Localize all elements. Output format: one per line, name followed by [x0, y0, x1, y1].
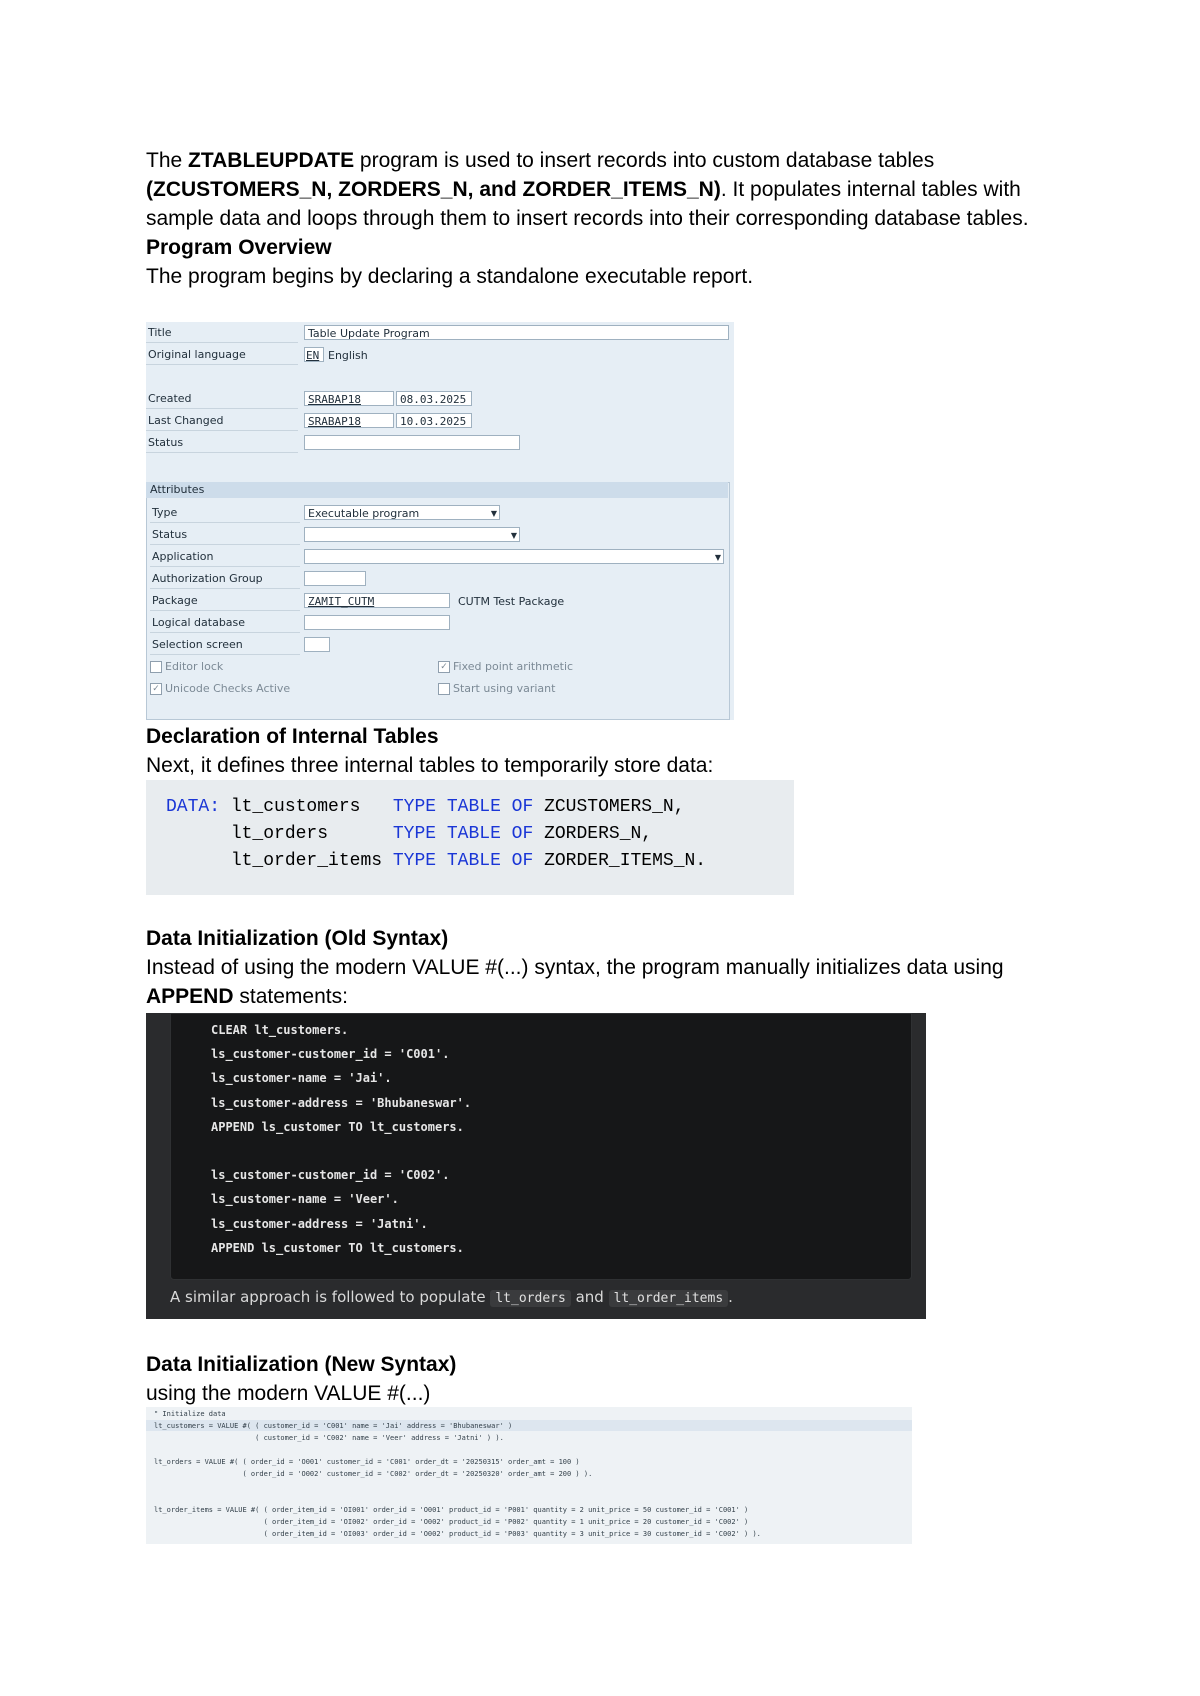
package-field[interactable]: ZAMIT_CUTM [304, 593, 450, 608]
code-line: ls_customer-name = 'Jai'. [211, 1071, 392, 1085]
code-keyword: TYPE TABLE OF [382, 797, 534, 817]
intro-text: The [146, 149, 189, 172]
code-line [166, 794, 685, 821]
editor-lock-label: Editor lock [165, 660, 224, 673]
append-keyword: APPEND [146, 985, 234, 1008]
code-identifier: lt_orders [220, 824, 383, 844]
code-line: ls_customer-customer_id = 'C002'. [211, 1168, 450, 1182]
old-syntax-code-screenshot [146, 1013, 926, 1319]
code-keyword [166, 851, 220, 871]
created-date-field[interactable]: 08.03.2025 [396, 391, 472, 406]
logical-database-field[interactable] [304, 615, 450, 630]
code-line: CLEAR lt_customers. [211, 1023, 349, 1037]
code-line: " Initialize data [154, 1410, 226, 1418]
status-attr-label: Status [150, 526, 300, 545]
start-variant-label: Start using variant [453, 682, 556, 695]
status-label: Status [146, 434, 298, 453]
inline-code-orders: lt_orders [490, 1290, 570, 1307]
declaration-heading: Declaration of Internal Tables [146, 725, 439, 748]
type-label: Type [150, 504, 300, 523]
footer-text: A similar approach is followed to populate [170, 1288, 491, 1306]
new-syntax-text: using the modern VALUE #(...) [146, 1382, 431, 1405]
document-body [146, 146, 1066, 291]
old-syntax-text-a: Instead of using the modern VALUE #(...) syntax, the program manually initializes data using [146, 956, 1004, 979]
code-identifier: lt_customers [220, 797, 383, 817]
type-dropdown[interactable] [304, 505, 500, 520]
code-line: APPEND ls_customer TO lt_customers. [211, 1120, 464, 1134]
new-syntax-code-screenshot [146, 1407, 912, 1544]
language-code-field[interactable]: EN [304, 347, 324, 362]
package-label: Package [150, 592, 300, 611]
code-line [166, 848, 706, 875]
old-syntax-heading: Data Initialization (Old Syntax) [146, 927, 449, 950]
code-line: ls_customer-name = 'Veer'. [211, 1192, 399, 1206]
selection-screen-field[interactable] [304, 637, 330, 652]
overview-heading: Program Overview [146, 236, 332, 259]
code-keyword: TYPE TABLE OF [382, 824, 534, 844]
code-type: ZORDERS_N, [533, 824, 653, 844]
program-attributes-screenshot [146, 322, 734, 720]
code-line: ls_customer-address = 'Bhubaneswar'. [211, 1096, 472, 1110]
logical-database-label: Logical database [150, 614, 300, 633]
overview-text: The program begins by declaring a standalone executable report. [146, 265, 754, 288]
attributes-header: Attributes [146, 482, 728, 498]
code-line: ( customer_id = 'C002' name = 'Veer' address = 'Jatni' ) ). [154, 1434, 504, 1442]
checkbox-icon [150, 661, 162, 673]
program-name: ZTABLEUPDATE [188, 149, 355, 172]
chevron-down-icon: ▼ [510, 531, 517, 540]
code-line [166, 821, 652, 848]
inline-code-order-items: lt_order_items [609, 1290, 729, 1307]
code-line: lt_customers = VALUE #( ( customer_id = 'C001' name = 'Jai' address = 'Bhubaneswar' ) [154, 1422, 513, 1430]
chevron-down-icon: ▼ [490, 509, 497, 518]
code-keyword: TYPE TABLE OF [382, 851, 534, 871]
created-label: Created [146, 390, 298, 409]
unicode-label: Unicode Checks Active [165, 682, 291, 695]
changed-date-field[interactable]: 10.03.2025 [396, 413, 472, 428]
checkmark-icon: ✓ [150, 683, 162, 695]
fixed-point-checkbox[interactable] [438, 658, 728, 676]
code-type: ZCUSTOMERS_N, [533, 797, 685, 817]
package-description: CUTM Test Package [458, 595, 565, 608]
type-value: Executable program [308, 507, 420, 520]
code-line: ls_customer-address = 'Jatni'. [211, 1217, 428, 1231]
selection-screen-label: Selection screen [150, 636, 300, 655]
unicode-checkbox[interactable] [150, 680, 450, 698]
editor-lock-checkbox[interactable] [150, 658, 450, 676]
code-line: ls_customer-customer_id = 'C001'. [211, 1047, 450, 1061]
code-keyword: DATA: [166, 797, 221, 817]
code-line: lt_orders = VALUE #( ( order_id = 'O001' customer_id = 'C001' order_dt = '20250315' order_amt = 100 ) [154, 1458, 580, 1466]
footer-text-and: and [570, 1288, 609, 1306]
code-line: lt_order_items = VALUE #( ( order_item_id = 'OI001' order_id = 'O001' product_id = 'P001' quantity = 2 unit_price = 50 customer_id = 'C001' ) [154, 1506, 749, 1514]
authorization-group-label: Authorization Group [150, 570, 300, 589]
language-label: Original language [146, 346, 298, 365]
changed-user-field[interactable]: SRABAP18 [304, 413, 394, 428]
table-names: (ZCUSTOMERS_N, ZORDERS_N, and ZORDER_ITEMS_N) [146, 178, 721, 201]
language-name: English [328, 349, 368, 362]
status-field[interactable] [304, 435, 520, 450]
title-field[interactable]: Table Update Program [304, 325, 729, 340]
declaration-text: Next, it defines three internal tables to temporarily store data: [146, 754, 714, 777]
code-line: ( order_id = 'O002' customer_id = 'C002' order_dt = '20250320' order_amt = 200 ) ). [154, 1470, 593, 1478]
code-panel [170, 1013, 912, 1280]
code-footer [170, 1288, 733, 1307]
checkbox-icon [438, 683, 450, 695]
start-variant-checkbox[interactable] [438, 680, 728, 698]
new-syntax-heading: Data Initialization (New Syntax) [146, 1353, 457, 1376]
code-type: ZORDER_ITEMS_N. [533, 851, 707, 871]
old-syntax-text-c: statements: [233, 985, 348, 1008]
declaration-code-block [146, 780, 794, 895]
footer-text-end: . [728, 1288, 733, 1306]
checkmark-icon: ✓ [438, 661, 450, 673]
code-identifier: lt_order_items [220, 851, 383, 871]
chevron-down-icon: ▼ [714, 553, 721, 562]
title-label: Title [146, 324, 298, 343]
code-line: ( order_item_id = 'OI003' order_id = 'O002' product_id = 'P003' quantity = 3 unit_price = 30 customer_id = 'C002' ) ). [154, 1530, 761, 1538]
old-syntax-text [146, 953, 1066, 1011]
intro-text-2: program is used to insert records into custom database tables [354, 149, 935, 172]
created-user-field[interactable]: SRABAP18 [304, 391, 394, 406]
code-line: APPEND ls_customer TO lt_customers. [211, 1241, 464, 1255]
status-dropdown[interactable] [304, 527, 520, 542]
fixed-point-label: Fixed point arithmetic [453, 660, 574, 673]
authorization-group-field[interactable] [304, 571, 366, 586]
application-dropdown[interactable] [304, 549, 724, 564]
intro-text-3: . It populates internal tables with sample data and loops through them to insert records into their corresponding database tables. [146, 178, 1029, 230]
intro-paragraph [146, 146, 1066, 233]
application-label: Application [150, 548, 300, 567]
code-line: ( order_item_id = 'OI002' order_id = 'O002' product_id = 'P002' quantity = 1 unit_price = 20 customer_id = 'C002' ) [154, 1518, 749, 1526]
code-keyword [166, 824, 220, 844]
last-changed-label: Last Changed [146, 412, 298, 431]
